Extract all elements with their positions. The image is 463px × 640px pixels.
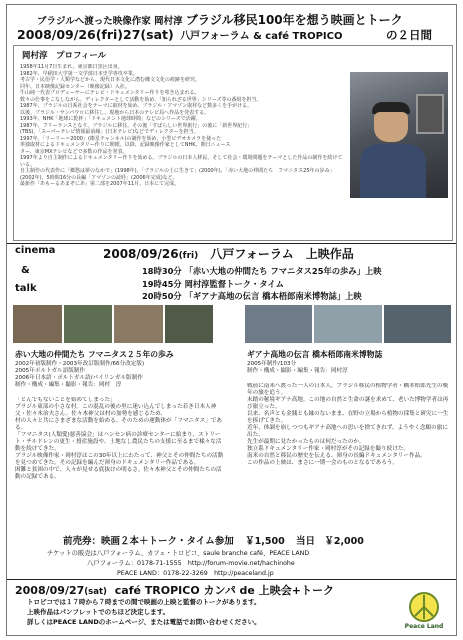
peaceland-contact: PEACE LAND：0178-22-3269 http://peaceland.jp (117, 570, 274, 577)
profile-text (20, 64, 345, 236)
profile-line: (TBS)、「スーパーテレビ情報最前線」(日本テレビ)などでディレクターを担当。 (20, 129, 199, 135)
profile-line: 同年、日本映像記録センター（映像記録）入社。 (20, 83, 130, 90)
header-tagline-row (37, 11, 403, 28)
day2-line: 上映作品はパンフレットでのちほど決定します。 (27, 608, 170, 616)
day2-date: 2008/09/27 (15, 584, 85, 597)
profile-line: 1993年、NHK「地球に乾杯」「ドキュメント地球時間」などのシリーズで活躍。 (20, 116, 201, 122)
header-two-days: の２日間 (385, 28, 432, 42)
cinema-label-1: cinema (15, 245, 56, 256)
peace-land-logo-text: Peace Land (405, 623, 443, 630)
header-venues: 八戸フォーラム & café TROPICO (180, 31, 343, 42)
peace-land-logo (405, 591, 443, 631)
profile-line: 1997年、「リーリー＝2000」(衛星チャンネル)の制作を始め、小型ビデオカメラを使った (20, 135, 222, 142)
profile-section (13, 45, 453, 241)
film2-body-line: 独立系ドキュメンタリー作家・岡村淳がその記録を撮り続けた。 (247, 446, 409, 452)
schedule-item: 19時45分 岡村淳監督トーク・タイム (142, 278, 284, 289)
film1-meta-line: 制作・構成・編集・撮影・報告：岡村 淳 (15, 382, 122, 388)
profile-line: 自主制作の代表作に「郷愁は夢のなかで」(1998年)、「ブラジルの土に生きて」(2000年)、「赤い大地の仲間たち フマニタス25年の歩み」(2002年)、5時間16分の長編「アマゾンの読経」(2006年完成)など。 (20, 168, 335, 181)
film1-body-line: 「とんでもないことを始めてしまった」 (15, 397, 116, 403)
film2-body-line: 未踏の秘境ギアナ高地。この地の自然と生命の謎を求めて、老いた博物学者は再び旅立った。 (247, 397, 449, 410)
profile-line: 牛山純一代表プロデューサーにテレビ・ドキュメンタリー作りを叩き込まれる。 (20, 90, 200, 96)
day2-line: トロピコでは１７時から７時までの間で映画の上映と監督のトークがあります。 (27, 598, 261, 606)
profile-line: 1987年、フリーランスとなり、ブラジルに移住。その後「すばらしい世界旅行」の後に「新世界紀行」 (20, 122, 253, 129)
film2-body-line: 近年、体調を崩しつつもギアナ高地への思いを捨てきれず、ようやく念願の旅に出た。 (247, 425, 448, 438)
cinema-label-2: & (21, 265, 30, 276)
film1-meta (15, 361, 220, 389)
film1-body-line: ブラジル東部の小さな村。この混乱の後の里に迷い込んでしまった若き日本人神父・佐々木治夫さん。佐々木神父は村の加勢を感じるため、 (15, 404, 217, 417)
film2-meta-line: 2005年制作/103分 (247, 361, 297, 367)
header-date-row (17, 27, 432, 43)
cinema-heading (103, 245, 354, 262)
director-photo (350, 72, 448, 198)
film1-description (15, 397, 225, 531)
film1-meta-line: 2006年日本語・ポルトガル語/バイリンガル版制作 (15, 375, 143, 381)
profile-line: 単独取材によるドキュメンタリー作りに開眼。以降、記録映像作家としてNHK、朝日ニュース (20, 142, 231, 148)
day2-day: (sat) (84, 587, 107, 597)
film1-body-line: 困難と貧困の中で、人々が見せる底抜けの明るさ。佐々木神父とその仲間たちの活動の記録である。 (15, 467, 222, 480)
ticket-label: 前売券：映画２本＋トーク・タイム参加 (63, 536, 234, 547)
film2-title: ギアナ高地の伝言 橋本梧郎南米博物誌 (247, 350, 383, 359)
film1-body-line: 「フマニタス(人類愛)慈善協会」はハンセン病の診療センターに始まり、ストリート・チルドレンの更生・授産施設や、土地なし農民たちの支援に至るまで様々な活動を続けてきた。 (15, 432, 222, 452)
forum-contact: 八戸フォーラム：0178-71-1555 http://forum-movie.net/hachinohe (87, 560, 295, 567)
profile-line: 最新作「あもーるあまぞにあ」第二部を2007年11月、日本にて完成。 (20, 181, 180, 187)
film2-meta (247, 361, 452, 375)
cinema-heading-day: (fri) (178, 251, 199, 261)
film1-body-line: ブラジル映像作家・岡村淳はこの30年以上にわたって、神父とその仲間たちの活動を見つめてきた。その記録を編んだ渾身のドキュメンタリー作品である。 (15, 453, 224, 466)
flyer (6, 4, 457, 636)
header-dates: 2008/09/26(fri)27(sat) (17, 27, 174, 42)
film2-body-line: 以来、名声とも金銭とも縁のないまま、在野の立場から植物の採集と研究に一生を捧げてきた。 (247, 411, 449, 424)
schedule-item: 20時50分 「ギアナ高地の伝言 橋本梧郎南米博物誌」上映 (142, 291, 362, 301)
film2-body-line: 南米の自然と移民の歴史を伝える、渾身の長編ドキュメンタリー作品。 (247, 453, 426, 459)
film2-body-line: 先生が最期に見たかったものは何だったのか。 (247, 439, 365, 445)
ticket-door-label: 当日 (296, 536, 316, 547)
profile-line: 1997年より自主制作によるドキュメンタリー作りを始める。ブラジルの日本人移民、そして社会・環境問題をテーマとした作品の制作を続けている。 (20, 155, 343, 168)
film2-meta-line: 制作・構成・撮影・編集・報告：岡村淳 (247, 368, 348, 374)
profile-line: 以後、ブラジル・サンパウロに移住し、現地から日本のテレビ局へ作品を発表する。 (20, 109, 210, 116)
profile-line: 数々の仕事をこなしながら、ディレクターとして活動を始め、「知られざる世界」シリーズ等の番組を担当。 (20, 96, 262, 103)
film1-body-line: 村の人々と共にさまざまな活動を始める。そのための運動体が「フマニタス」である。 (15, 418, 222, 431)
profile-line: 1982年、早稲田大学第一文学部日本史学専攻卒業。 (20, 70, 138, 77)
film2-description (247, 383, 452, 531)
header-title: ブラジル移民100年を想う映画とトーク (185, 13, 403, 27)
profile-line: ター、東京MXテレビなどで多数の作品を発表。 (20, 148, 128, 155)
header-tagline: ブラジルへ渡った映像作家 岡村淳 (37, 16, 183, 27)
film2-stills (245, 305, 451, 343)
ticket-line (63, 533, 364, 547)
peace-land-logo-icon (405, 591, 443, 631)
day2-line: 詳しくはPEACE LANDのホームページ、または電話でお問い合わせください。 (27, 618, 261, 626)
film1-stills (13, 305, 213, 343)
profile-line: 考古学・民俗学・人類学などから、現代日本文化に潜む縄文文化の痕跡を研究。 (20, 77, 201, 83)
cinema-label-3: talk (15, 283, 37, 294)
ticket-advance-price: ￥1,500 (245, 536, 285, 547)
cinema-heading-venue: 八戸フォーラム 上映作品 (210, 247, 354, 261)
cinema-heading-date: 2008/09/26 (103, 247, 179, 261)
film1-title: 赤い大地の仲間たち フマニタス２５年の歩み (15, 350, 174, 359)
film1-meta-line: 2002年初版制作・2003年改訂版制作/66分改定版) (15, 361, 145, 367)
profile-line: 1958年11月7日生まれ。東京都日黒区出身。 (20, 64, 123, 70)
schedule-item: 18時30分 「赤い大地の仲間たち フマニタス25年の歩み」上映 (142, 266, 382, 276)
film2-body-line: 戦前に南米へ渡った一人の日本人。ブラジル移民の植物学者・橋本梧郎先生の晩年の旅を追う。 (247, 383, 449, 396)
schedule-list (142, 265, 382, 303)
profile-heading: 岡村淳 プロフィール (22, 51, 107, 61)
film1-meta-line: 2005年ポルトガル語版制作 (15, 368, 86, 374)
ticket-outlets: チケットの販売は八戸フォーラム、カフェ・トロピコ、saule branche café、PEACE LAND (47, 550, 310, 557)
profile-line: 1987年、ブラジルの日系社会をテーマに取材を始め、ブラジル・アマゾン取材など数多くを手がける。 (20, 103, 253, 109)
day2-title: café TROPICO カンパ de 上映会+トーク (114, 584, 334, 597)
day2-heading (15, 582, 334, 598)
film2-body-line: この作品の上映は、まさに一期一会のものとなるであろう。 (247, 460, 398, 466)
day2-text (27, 597, 397, 627)
ticket-door-price: ￥2,000 (324, 536, 364, 547)
